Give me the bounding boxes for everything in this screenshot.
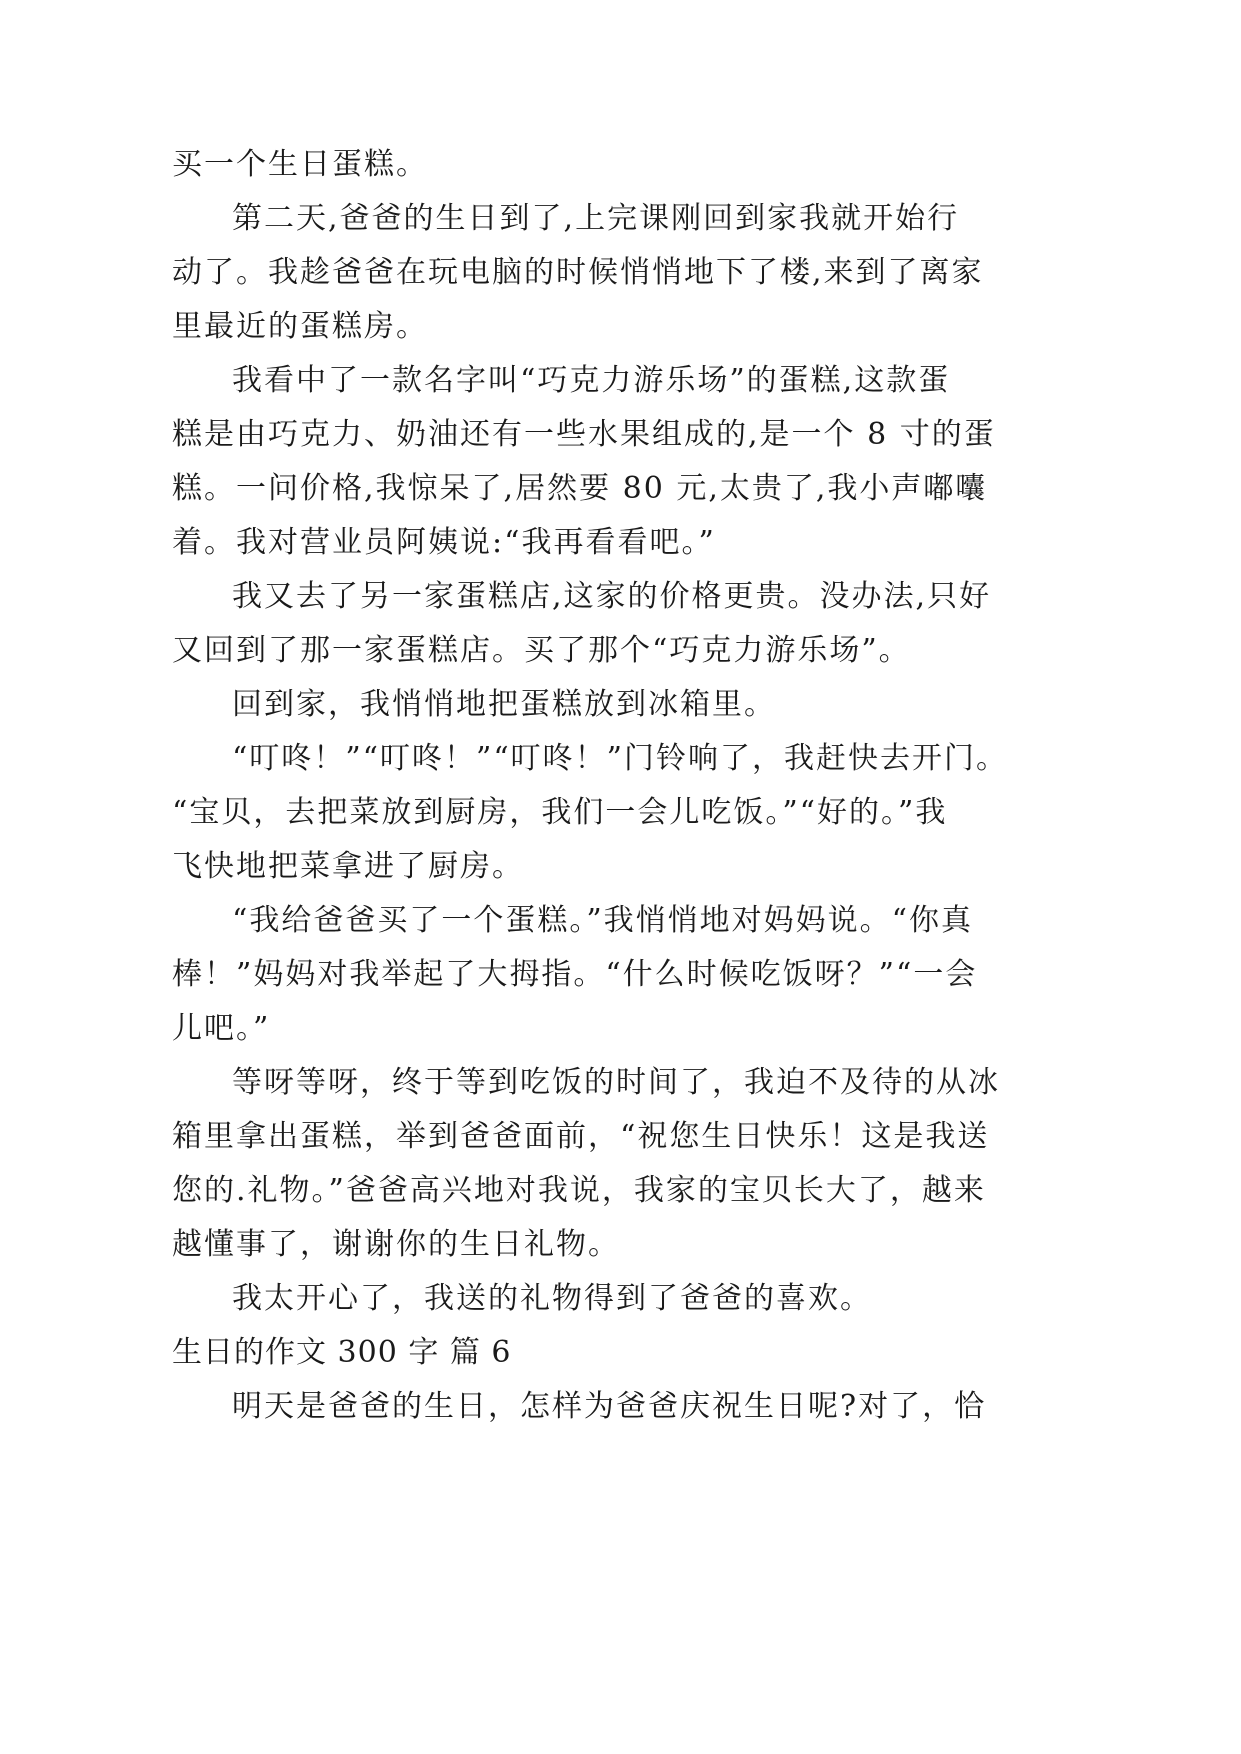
body-text-line: “宝贝，去把菜放到厨房，我们一会儿吃饭。”“好的。”我 — [172, 795, 948, 830]
body-text-line: 棒！”妈妈对我举起了大拇指。“什么时候吃饭呀？”“一会 — [172, 957, 978, 992]
paragraph-first-line: 回到家，我悄悄地把蛋糕放到冰箱里。 — [232, 687, 776, 722]
body-text-line: 糕。一问价格,我惊呆了,居然要 80 元,太贵了,我小声嘟囔 — [172, 471, 988, 506]
body-text-line: 箱里拿出蛋糕，举到爸爸面前，“祝您生日快乐！这是我送 — [172, 1119, 990, 1154]
paragraph-first-line: 我又去了另一家蛋糕店,这家的价格更贵。没办法,只好 — [232, 579, 992, 614]
body-text-line: 越懂事了，谢谢你的生日礼物。 — [172, 1227, 620, 1262]
body-text-line: 又回到了那一家蛋糕店。买了那个“巧克力游乐场”。 — [172, 633, 911, 668]
paragraph-first-line: 等呀等呀，终于等到吃饭的时间了，我迫不及待的从冰 — [232, 1065, 1000, 1100]
body-text-line: 飞快地把菜拿进了厨房。 — [172, 849, 524, 884]
paragraph-first-line: 明天是爸爸的生日，怎样为爸爸庆祝生日呢?对了，恰 — [232, 1389, 987, 1424]
paragraph-first-line: 我太开心了，我送的礼物得到了爸爸的喜欢。 — [232, 1281, 872, 1316]
body-text-line: 儿吧。” — [172, 1011, 271, 1046]
paragraph-first-line: 我看中了一款名字叫“巧克力游乐场”的蛋糕,这款蛋 — [232, 363, 951, 398]
body-text-line: 您的.礼物。”爸爸高兴地对我说，我家的宝贝长大了，越来 — [172, 1173, 986, 1208]
paragraph-first-line: “我给爸爸买了一个蛋糕。”我悄悄地对妈妈说。“你真 — [232, 903, 974, 938]
body-text-line: 里最近的蛋糕房。 — [172, 309, 428, 344]
section-heading: 生日的作文 300 字 篇 6 — [172, 1335, 512, 1370]
paragraph-first-line: 第二天,爸爸的生日到了,上完课刚回到家我就开始行 — [232, 201, 960, 236]
body-text-line: 糕是由巧克力、奶油还有一些水果组成的,是一个 8 寸的蛋 — [172, 417, 996, 452]
body-text-line: 动了。我趁爸爸在玩电脑的时候悄悄地下了楼,来到了离家 — [172, 255, 984, 290]
body-text-line: 买一个生日蛋糕。 — [172, 147, 428, 182]
paragraph-first-line: “叮咚！”“叮咚！”“叮咚！”门铃响了，我赶快去开门。 — [232, 741, 1009, 776]
body-text-line: 着。我对营业员阿姨说:“我再看看吧。” — [172, 525, 716, 560]
